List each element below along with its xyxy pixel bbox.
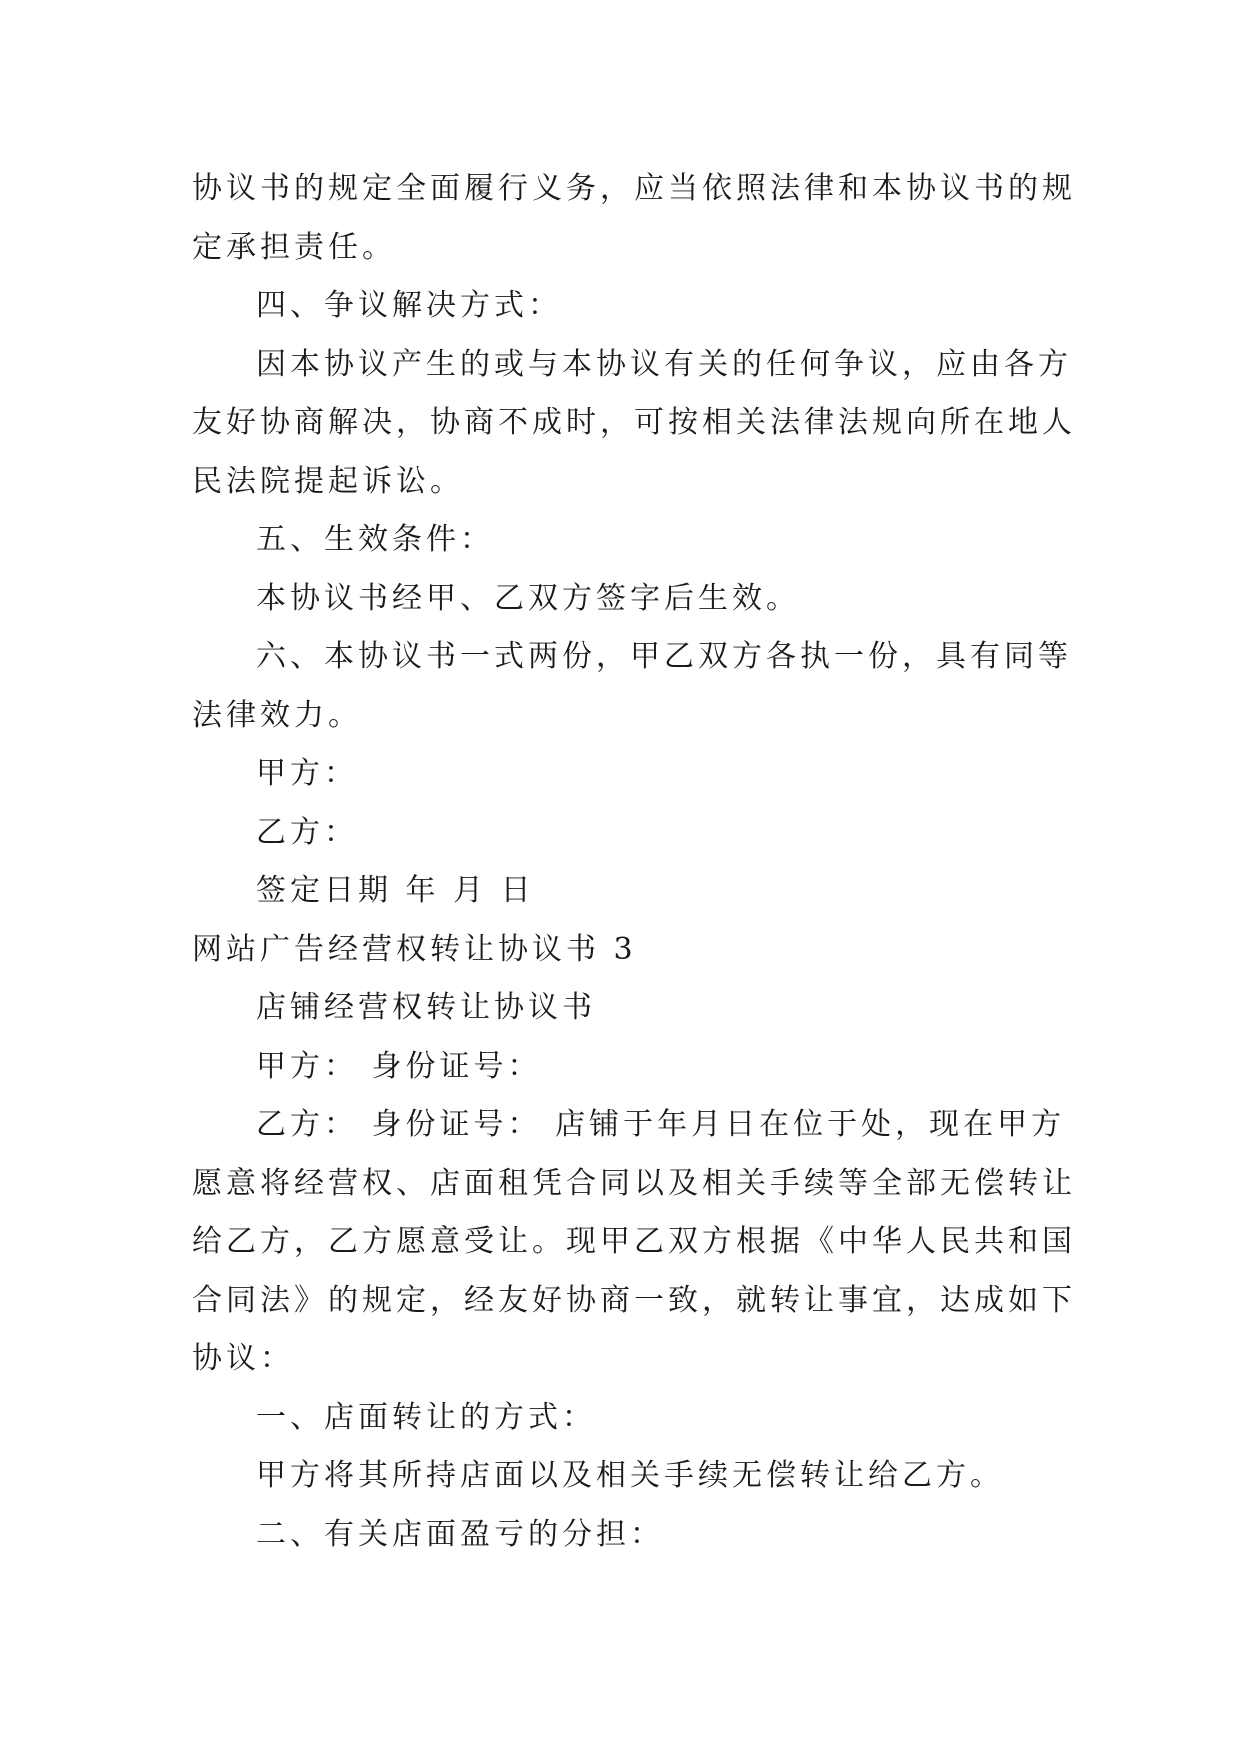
agreement-subtitle: 店铺经营权转让协议书 [256, 990, 596, 1025]
paragraph-line: 协议书的规定全面履行义务，应当依照法律和本协议书的规 [192, 171, 1076, 206]
section-heading: 四、争议解决方式： [256, 288, 562, 323]
paragraph-line: 协议： [192, 1341, 294, 1376]
paragraph-line: 给乙方，乙方愿意受让。现甲乙双方根据《中华人民共和国 [192, 1224, 1076, 1259]
party-a-signature-line: 甲方： [256, 756, 358, 791]
party-b-line: 乙方： 身份证号： 店铺于年月日在位于处，现在甲方 [256, 1107, 1066, 1142]
paragraph-line: 定承担责任。 [192, 229, 396, 265]
paragraph-line: 民法院提起诉讼。 [192, 463, 464, 499]
section-heading: 五、生效条件： [256, 522, 494, 557]
document-title: 网站广告经营权转让协议书 3 [192, 931, 637, 967]
document-body [192, 160, 1076, 1564]
paragraph-line: 愿意将经营权、店面租凭合同以及相关手续等全部无偿转让 [192, 1165, 1076, 1201]
paragraph-line: 因本协议产生的或与本协议有关的任何争议，应由各方 [256, 346, 1072, 382]
signing-date-line: 签定日期 年 月 日 [256, 873, 535, 908]
paragraph-line: 本协议书经甲、乙双方签字后生效。 [256, 580, 800, 616]
party-a-line: 甲方： 身份证号： [256, 1048, 542, 1084]
paragraph-line: 友好协商解决，协商不成时，可按相关法律法规向所在地人 [192, 405, 1076, 440]
section-heading: 六、本协议书一式两份，甲乙双方各执一份，具有同等 [256, 639, 1072, 674]
section-heading: 一、店面转让的方式： [256, 1399, 596, 1435]
paragraph-line: 甲方将其所持店面以及相关手续无偿转让给乙方。 [256, 1458, 1004, 1493]
party-b-signature-line: 乙方： [256, 814, 358, 850]
paragraph-line: 合同法》的规定，经友好协商一致，就转让事宜，达成如下 [192, 1282, 1076, 1318]
section-heading: 二、有关店面盈亏的分担： [256, 1516, 664, 1552]
paragraph-line: 法律效力。 [192, 697, 362, 733]
